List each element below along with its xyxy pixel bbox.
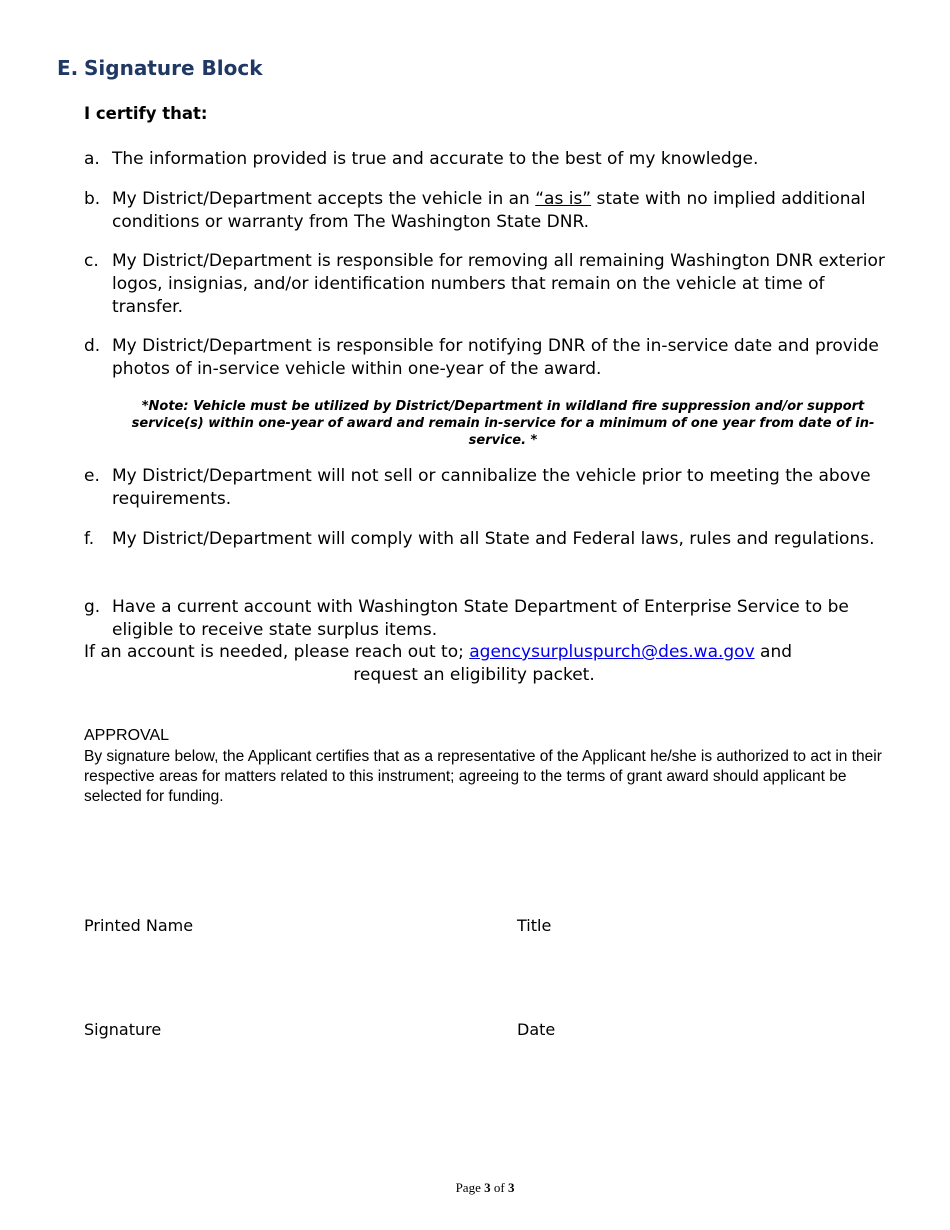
item-marker: c.: [84, 251, 99, 271]
signature-label: Signature: [84, 1020, 162, 1039]
item-text: Have a current account with Washington State Department of Enterprise Service to be eligible to receive state surplus items.: [112, 597, 849, 640]
account-instructions-line2: request an eligibility packet.: [353, 665, 595, 685]
certify-item-g: [84, 596, 899, 642]
date-label: Date: [517, 1020, 556, 1039]
item-marker: e.: [84, 466, 100, 486]
page-number: 3: [484, 1180, 491, 1195]
item-marker: d.: [84, 336, 101, 356]
item-marker: f.: [84, 529, 95, 549]
title-label: Title: [517, 916, 552, 935]
section-letter: E.: [57, 56, 79, 80]
item-text: My District/Department accepts the vehicle in an “as is” state with no implied additional conditions or warranty from The Washington State DNR.: [112, 189, 866, 232]
printed-name-label: Printed Name: [84, 916, 194, 935]
page-footer: Page 3 of 3: [455, 1180, 515, 1195]
item-text: My District/Department is responsible for notifying DNR of the in-service date and provide photos of in-service vehicle within one-year of the award.: [112, 336, 879, 379]
item-text: The information provided is true and accurate to the best of my knowledge.: [112, 149, 759, 169]
approval-statement: By signature below, the Applicant certifies that as a representative of the Applicant he/she is authorized to act in their respective areas for matters related to this instrument; agreeing to the terms of grant award should applicant be selected for funding.: [84, 748, 882, 805]
certify-item-c: [84, 250, 899, 319]
item-marker: b.: [84, 189, 101, 209]
page-total: 3: [507, 1180, 515, 1195]
surplus-email-link[interactable]: agencysurpluspurch@des.wa.gov: [469, 642, 755, 662]
certify-item-e: [84, 465, 899, 511]
certify-item-f: [84, 528, 899, 551]
section-heading: [57, 56, 263, 80]
as-is-underlined: “as is”: [535, 189, 592, 209]
certify-item-b: [84, 188, 899, 234]
certify-item-d: [84, 335, 899, 381]
certify-item-a: [84, 148, 899, 171]
item-marker: a.: [84, 149, 100, 169]
account-instructions: If an account is needed, please reach out to; agencysurpluspurch@des.wa.gov and: [84, 642, 793, 662]
item-text: My District/Department is responsible for removing all remaining Washington DNR exterior logos, insignias, and/or identification numbers that remain on the vehicle at time of transfer.: [112, 251, 885, 317]
certify-heading: I certify that:: [84, 104, 208, 123]
item-text: My District/Department will not sell or cannibalize the vehicle prior to meeting the above requirements.: [112, 466, 871, 509]
item-marker: g.: [84, 597, 101, 617]
item-text: My District/Department will comply with all State and Federal laws, rules and regulations.: [112, 529, 875, 549]
section-title: Signature Block: [84, 56, 263, 80]
approval-title: APPROVAL: [84, 727, 170, 744]
vehicle-note: *Note: Vehicle must be utilized by District/Department in wildland fire suppression and/or support service(s) within one-year of award and remain in-service for a minimum of one year from date of in-service. *: [131, 399, 875, 448]
